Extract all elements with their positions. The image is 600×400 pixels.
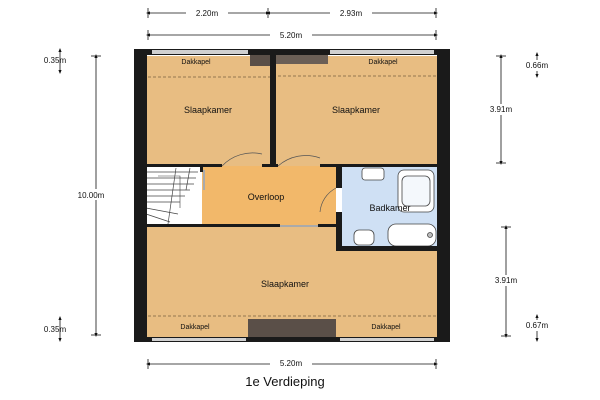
dormer-label-top-left: Dakkapel (181, 59, 211, 66)
dim-right-bottom-dormer: 0.67m (525, 321, 549, 330)
wall-bathroom-bottom (336, 246, 438, 251)
dim-top-right-width: 2.93m (339, 9, 363, 18)
dim-right-top-depth: 3.91m (489, 105, 513, 114)
floors (146, 56, 438, 338)
dim-top-left-width: 2.20m (195, 9, 219, 18)
dim-right-bottom-depth: 3.91m (494, 276, 518, 285)
window-top-left (152, 50, 248, 54)
window-bottom-right (340, 338, 434, 341)
wall-bathroom-left (336, 164, 342, 188)
dim-bottom-total-width: 5.20m (279, 359, 303, 368)
room-label-landing: Overloop (247, 192, 285, 202)
window-top-right (330, 50, 434, 54)
dim-left-bottom-eave: 0.35m (43, 325, 67, 334)
wall-outer-left (134, 49, 147, 341)
toilet-icon (354, 230, 374, 245)
floor-title: 1e Verdieping (245, 374, 325, 389)
room-label-bedroom-bottom: Slaapkamer (260, 279, 310, 289)
room-label-bedroom-top-left: Slaapkamer (183, 105, 233, 115)
sink-icon (362, 168, 384, 180)
roof-slab-bottom (248, 319, 336, 338)
dim-right-top-dormer: 0.66m (525, 61, 549, 70)
dim-left-top-eave: 0.35m (43, 56, 67, 65)
dim-top-total-width: 5.20m (279, 31, 303, 40)
dormer-label-bottom-left: Dakkapel (180, 324, 210, 331)
wall-outer-right (437, 49, 450, 341)
dim-left-total-depth: 10.00m (77, 191, 105, 200)
wall-bedroom-divider (270, 55, 276, 167)
window-bottom-left (152, 338, 246, 341)
room-label-bedroom-top-right: Slaapkamer (331, 105, 381, 115)
dormer-label-top-right: Dakkapel (368, 59, 398, 66)
dormer-label-bottom-right: Dakkapel (371, 324, 401, 331)
room-label-bathroom: Badkamer (369, 203, 411, 213)
roof-slab-top-right (276, 55, 328, 64)
